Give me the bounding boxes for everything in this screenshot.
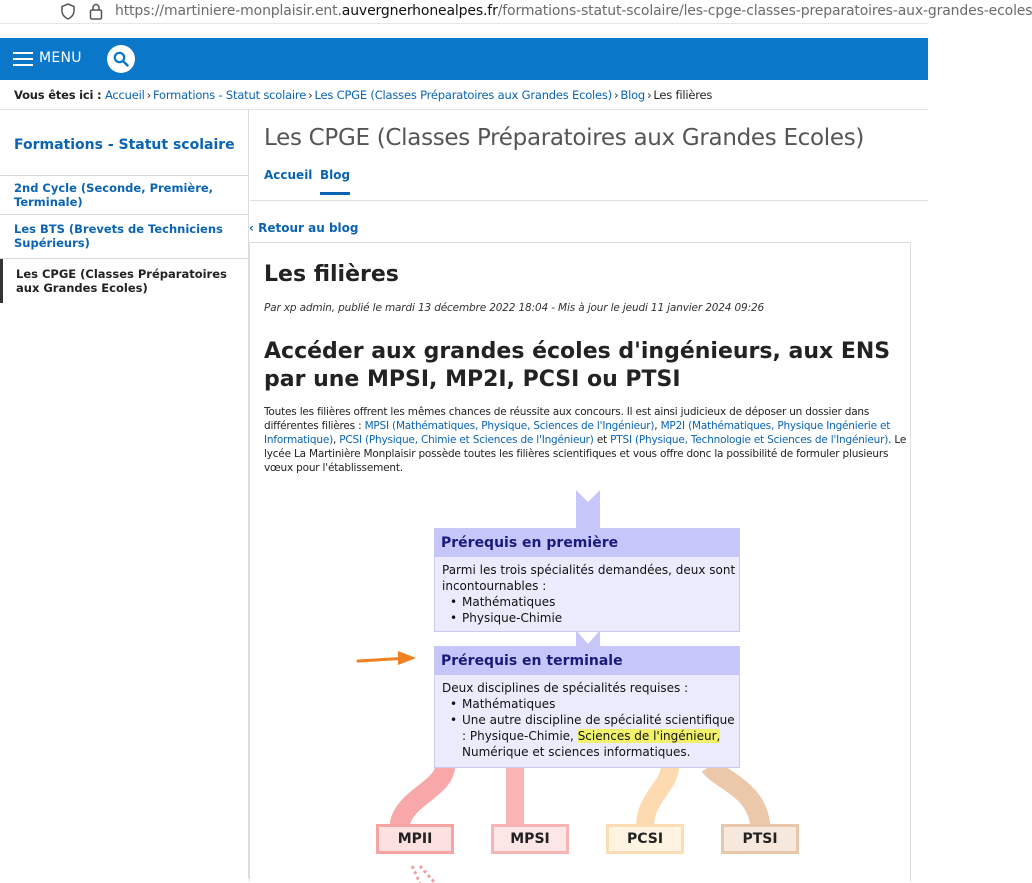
breadcrumb-link-blog[interactable]: Blog <box>620 88 646 102</box>
browser-url-bar[interactable] <box>0 0 1032 24</box>
breadcrumb-prefix: Vous êtes ici : <box>14 88 102 102</box>
shield-icon[interactable] <box>60 3 76 20</box>
highlighted-text: Sciences de l'ingénieur, <box>577 729 721 743</box>
sidebar <box>0 110 249 879</box>
box-title: Prérequis en terminale <box>435 647 739 675</box>
url-text[interactable] <box>115 3 1032 19</box>
filieres-diagram <box>250 488 912 883</box>
paragraph-text: . Le lycée La Martinière Monplaisir possède toutes les filières scientifiques et vous offre donc la possibilité de formuler plusieurs vœux pour l'établissement. <box>264 434 907 474</box>
breadcrumb-link-accueil[interactable]: Accueil <box>104 88 145 102</box>
bullet-item: • Mathématiques <box>442 696 740 712</box>
bullet-item: • Mathématiques <box>442 594 737 610</box>
sidebar-item-cpge[interactable]: Les CPGE (Classes Préparatoires aux Grandes Ecoles) <box>0 259 248 303</box>
bullet-text: Une autre discipline de spécialité scientifique : Physique-Chimie, <box>462 713 735 743</box>
article-subtitle: Accéder aux grandes écoles d'ingénieurs, aux ENS par une MPSI, MP2I, PCSI ou PTSI <box>264 339 891 392</box>
prerequis-terminale-box <box>434 646 740 768</box>
link-pcsi[interactable]: PCSI (Physique, Chimie et Sciences de l'Ingénieur) <box>339 434 594 446</box>
paragraph-text: Toutes les filières offrent les mêmes chances de réussite aux concours. Il est ainsi judicieux de déposer un dossier dans différentes filières : <box>264 406 870 432</box>
bullet-item: • Physique-Chimie <box>442 610 737 626</box>
bullet-item <box>442 712 740 760</box>
article-title: Les filières <box>264 262 399 287</box>
tabs-divider <box>250 200 928 201</box>
breadcrumb-link-cpge[interactable]: Les CPGE (Classes Préparatoires aux Grandes Ecoles) <box>314 88 612 102</box>
page-title: Les CPGE (Classes Préparatoires aux Grandes Ecoles) <box>264 125 865 151</box>
breadcrumb-link-formations[interactable]: Formations - Statut scolaire <box>153 88 307 102</box>
hamburger-icon[interactable] <box>13 52 33 66</box>
paragraph-text: et <box>593 434 611 446</box>
box-title: Prérequis en première <box>435 529 739 557</box>
article-card <box>249 242 911 882</box>
box-text: Parmi les trois spécialités demandées, deux sont incontournables : <box>442 563 736 593</box>
link-mp2i[interactable]: MP2I (Mathématiques, Physique Ingénierie et Informatique) <box>264 420 891 446</box>
back-to-blog-link[interactable]: ‹ Retour au blog <box>249 221 359 235</box>
breadcrumb-separator: › <box>146 88 152 102</box>
breadcrumb-separator: › <box>613 88 619 102</box>
paragraph-text: , <box>654 420 661 432</box>
sidebar-title[interactable]: Formations - Statut scolaire <box>14 137 235 153</box>
url-suffix: /formations-statut-scolaire/les-cpge-classes-preparatoires-aux-grandes-ecoles <box>497 3 1032 19</box>
box-body <box>442 562 737 626</box>
box-body <box>442 680 740 760</box>
tab-blog[interactable]: Blog <box>320 168 350 195</box>
menu-button[interactable]: MENU <box>39 50 82 66</box>
article-paragraph <box>264 405 914 475</box>
top-menu-bar <box>0 38 928 80</box>
lock-icon[interactable] <box>89 3 103 20</box>
filiere-pcsi: PCSI <box>606 824 684 854</box>
breadcrumb <box>14 88 712 102</box>
breadcrumb-separator: › <box>308 88 313 102</box>
article-meta: Par xp admin, publié le mardi 13 décembre 2022 18:04 - Mis à jour le jeudi 11 janvier 2024 09:26 <box>264 302 765 314</box>
breadcrumb-separator: › <box>647 88 652 102</box>
tab-accueil[interactable]: Accueil <box>264 168 313 182</box>
link-ptsi[interactable]: PTSI (Physique, Technologie et Sciences de l'Ingénieur) <box>610 434 889 446</box>
filiere-ptsi: PTSI <box>721 824 799 854</box>
filiere-mpsi: MPSI <box>491 824 569 854</box>
search-button[interactable] <box>107 45 135 73</box>
breadcrumb-current: Les filières <box>653 88 713 102</box>
paragraph-text: , <box>332 434 340 446</box>
bullet-text: Numérique et sciences informatiques. <box>462 745 691 759</box>
prerequis-premiere-box <box>434 528 740 632</box>
sidebar-item-bts[interactable]: Les BTS (Brevets de Techniciens Supérieurs) <box>0 215 248 259</box>
filiere-mpii: MPII <box>376 824 454 854</box>
search-icon <box>113 51 129 67</box>
url-prefix: https://martiniere-monplaisir.ent. <box>115 3 342 19</box>
url-domain: auvergnerhonealpes.fr <box>341 3 498 19</box>
link-mpsi[interactable]: MPSI (Mathématiques, Physique, Sciences de l'Ingénieur) <box>364 420 655 432</box>
sidebar-item-2nd-cycle[interactable]: 2nd Cycle (Seconde, Première, Terminale) <box>0 175 248 215</box>
box-text: Deux disciplines de spécialités requises : <box>442 681 689 695</box>
